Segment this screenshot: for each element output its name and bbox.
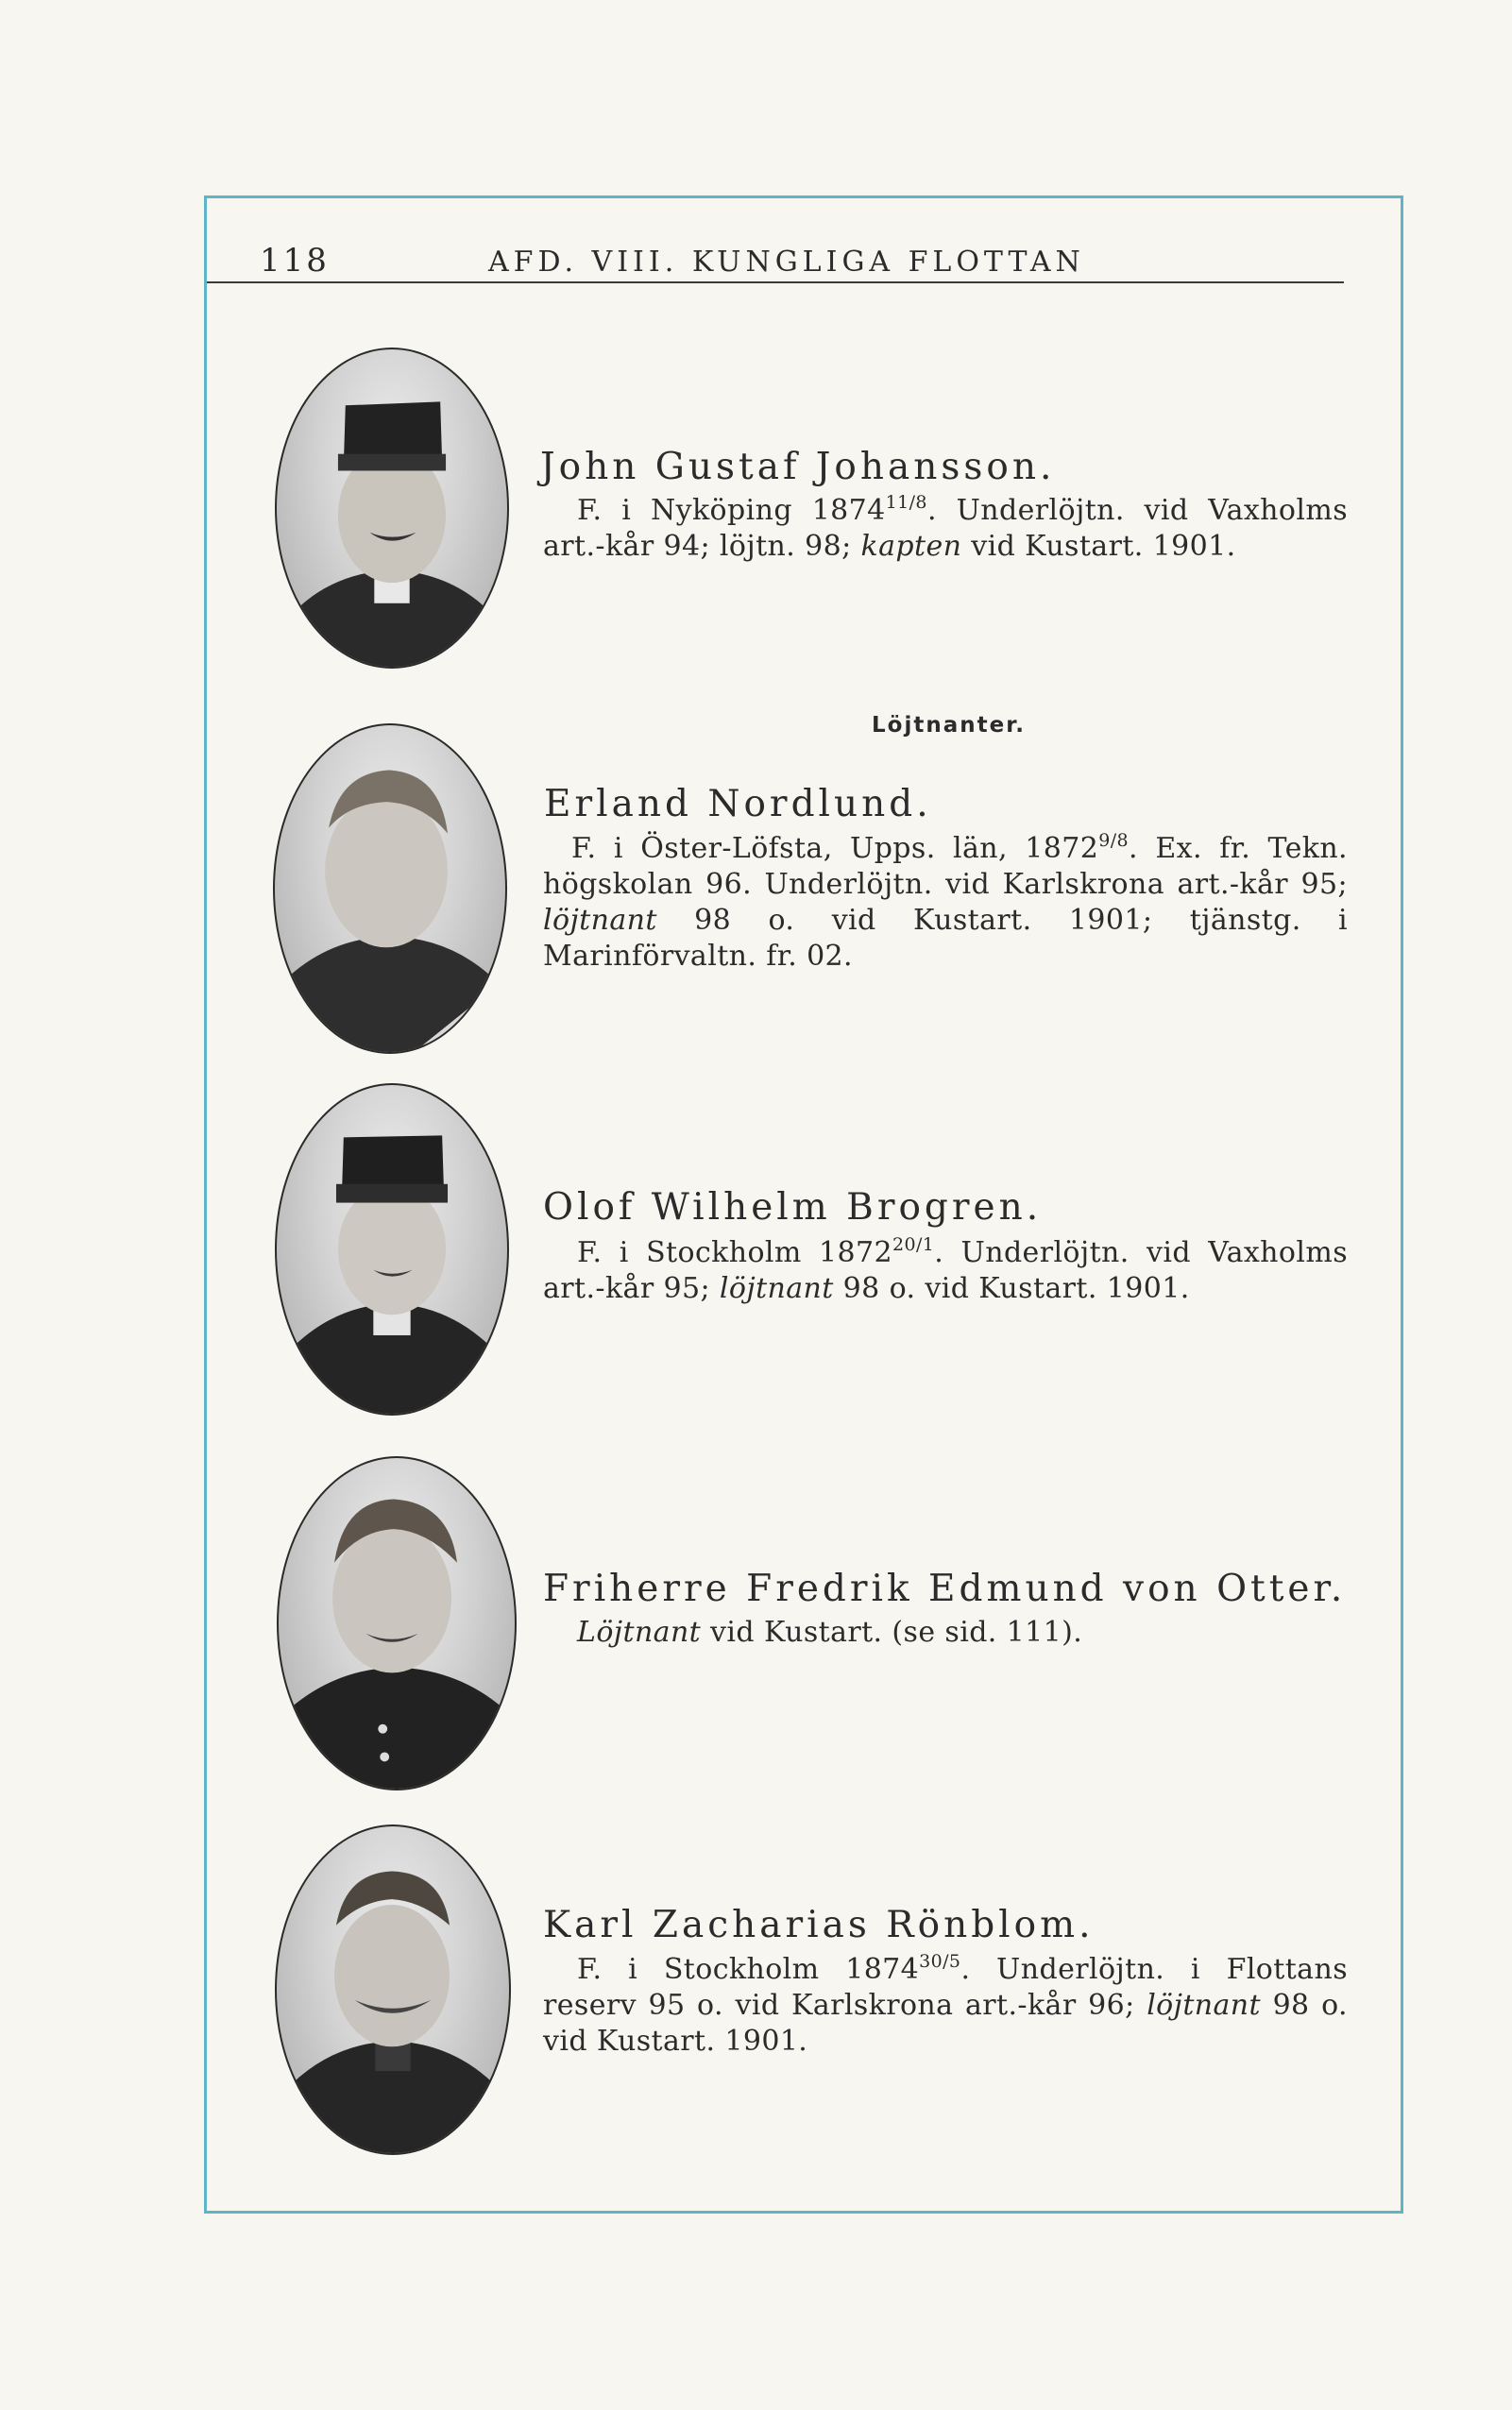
person-name: Olof Wilhelm Brogren. bbox=[543, 1186, 1043, 1229]
rank-italic: löjtnant bbox=[1147, 1989, 1261, 2022]
person-bio bbox=[543, 1952, 1348, 2060]
rank-italic: kapten bbox=[860, 530, 962, 563]
date-superscript: 20/1 bbox=[892, 1234, 935, 1255]
section-heading: Löjtnanter. bbox=[872, 713, 1026, 738]
person-bio bbox=[543, 493, 1348, 565]
portrait-photo bbox=[273, 723, 507, 1054]
date-superscript: 9/8 bbox=[1098, 830, 1130, 851]
bio-text: F. i Nyköping 1874 bbox=[577, 494, 886, 527]
portrait-photo bbox=[275, 348, 509, 669]
person-bio bbox=[543, 831, 1348, 975]
bio-text: F. i Stockholm 1874 bbox=[577, 1953, 920, 1986]
bio-text: . Underlöjtn. vid Vaxholms art.-kår 95; bbox=[543, 1236, 1349, 1305]
bio-text: 98 o. vid Kustart. 1901. bbox=[833, 1272, 1190, 1305]
person-name: Karl Zacharias Rönblom. bbox=[543, 1904, 1095, 1946]
rank-italic: löjtnant bbox=[543, 904, 657, 937]
person-name: Erland Nordlund. bbox=[544, 783, 932, 825]
bio-text: 98 o. vid Kustart. 1901. bbox=[543, 1989, 1348, 2058]
date-superscript: 30/5 bbox=[919, 1951, 961, 1972]
bio-text: . Underlöjtn. vid Vaxholms art.-kår 94; löjtn. 98; bbox=[543, 494, 1348, 563]
bio-text: F. i Stockholm 1872 bbox=[577, 1236, 893, 1269]
bio-text: . Underlöjtn. i Flottans reserv 95 o. vid Karlskrona art.-kår 96; bbox=[543, 1953, 1348, 2022]
bio-text: 98 o. vid Kustart. 1901; tjänstg. i Marinförvaltn. fr. 02. bbox=[543, 904, 1348, 973]
person-bio bbox=[543, 1235, 1348, 1307]
person-name: Friherre Fredrik Edmund von Otter. bbox=[543, 1568, 1347, 1610]
date-superscript: 11/8 bbox=[885, 492, 927, 513]
person-name: John Gustaf Johansson. bbox=[540, 446, 1056, 488]
rank-italic: Löjtnant bbox=[577, 1616, 702, 1649]
person-bio bbox=[543, 1615, 1348, 1651]
portrait-photo bbox=[275, 1824, 511, 2155]
portrait-photo bbox=[277, 1456, 517, 1791]
page-border-frame bbox=[204, 195, 1403, 2214]
bio-text: F. i Öster-Löfsta, Upps. län, 1872 bbox=[571, 832, 1099, 865]
bio-text: . Ex. fr. Tekn. högskolan 96. Underlöjtn. vid Karlskrona art.-kår 95; bbox=[543, 832, 1348, 901]
rank-italic: löjtnant bbox=[719, 1272, 834, 1305]
page-header bbox=[207, 238, 1344, 283]
bio-text: vid Kustart. 1901. bbox=[961, 530, 1236, 563]
portrait-photo bbox=[275, 1083, 509, 1416]
page-number: 118 bbox=[260, 242, 330, 280]
bio-text: vid Kustart. (se sid. 111). bbox=[701, 1616, 1083, 1649]
running-head: AFD. VIII. KUNGLIGA FLOTTAN bbox=[488, 246, 1085, 279]
